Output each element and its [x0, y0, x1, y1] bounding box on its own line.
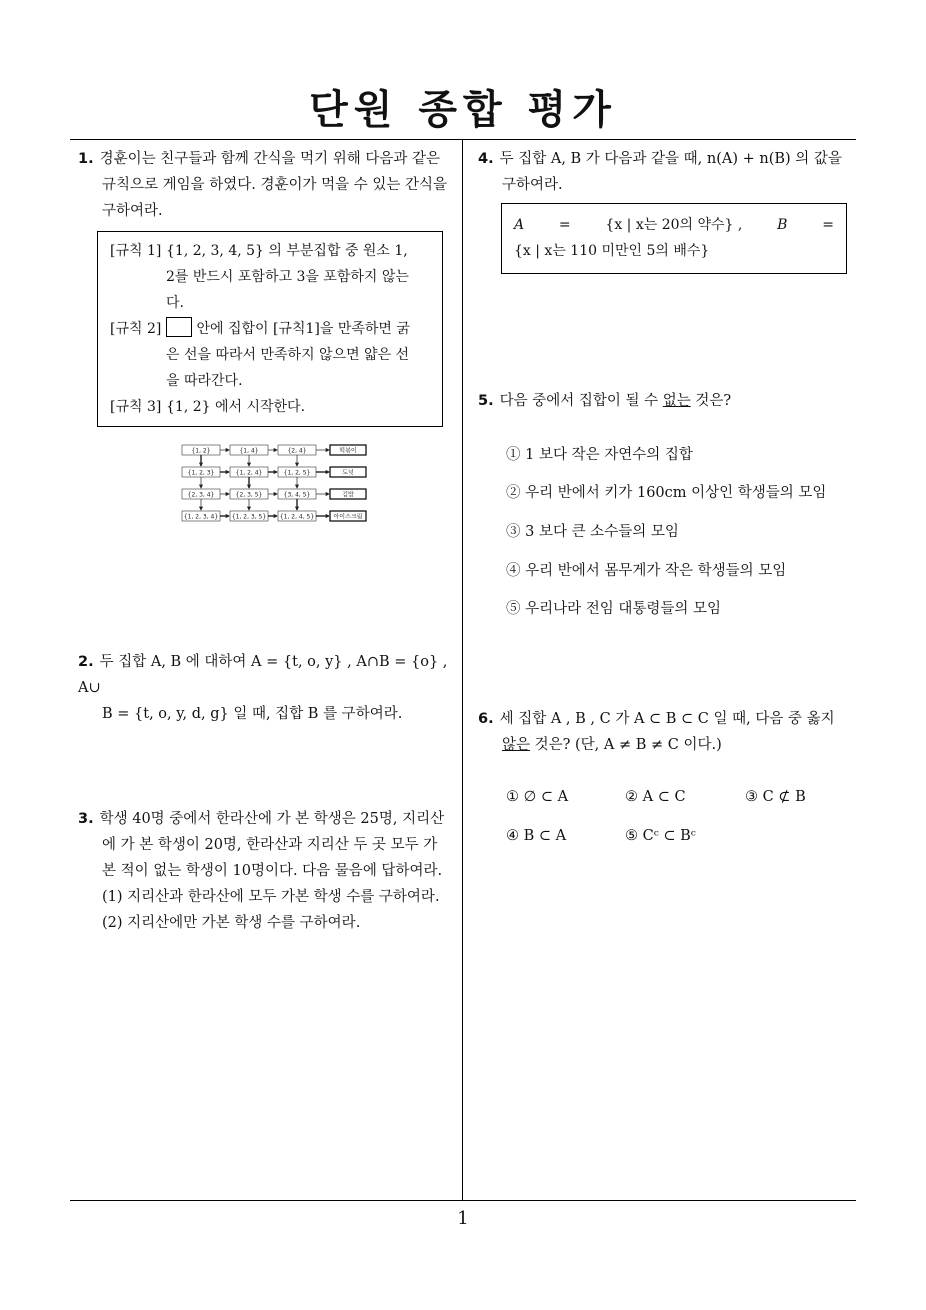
- rule-text: 은 선을 따라서 만족하지 않으면 얇은 선: [166, 347, 410, 363]
- rule-text: 2를 반드시 포함하고 3을 포함하지 않는: [166, 269, 409, 285]
- question-4: [478, 146, 858, 198]
- flow-snack: 아이스크림: [333, 513, 363, 521]
- question-number: 2.: [78, 654, 94, 670]
- rule-tag: [규칙 2]: [110, 321, 162, 337]
- set-b-label: B: [777, 217, 788, 233]
- flow-cell: {1, 2, 4}: [235, 469, 263, 477]
- flow-snack: 도넛: [342, 469, 354, 477]
- set-a-definition: {x | x는 20의 약수} ,: [605, 217, 743, 233]
- question-number: 5.: [478, 393, 494, 409]
- question-text: 두 집합 A, B 에 대하여 A = {t, o, y} , A∩B = {o} , A∪: [78, 654, 448, 696]
- question-2: [78, 649, 458, 727]
- q6-option-2[interactable]: ② A ⊂ C: [625, 789, 686, 805]
- set-definition-box: [501, 203, 847, 274]
- question-text: 규칙으로 게임을 하였다. 경훈이가 먹을 수 있는 간식을: [102, 177, 448, 193]
- q5-option-5[interactable]: ⑤ 우리나라 전임 대통령들의 모임: [506, 601, 722, 617]
- flow-cell: {2, 3, 5}: [235, 491, 263, 499]
- q5-option-2[interactable]: ② 우리 반에서 키가 160cm 이상인 학생들의 모임: [506, 485, 827, 501]
- top-rule: [70, 139, 856, 140]
- question-text: 두 집합 A, B 가 다음과 같을 때, n(A) + n(B) 의 값을: [499, 151, 842, 167]
- flow-cell: {2, 4}: [287, 447, 307, 455]
- q5-option-4[interactable]: ④ 우리 반에서 몸무게가 작은 학생들의 모임: [506, 563, 787, 579]
- page-title: 단원 종합 평가: [309, 87, 617, 133]
- q6-option-3[interactable]: ③ C ⊄ B: [745, 789, 806, 805]
- rules-box: [97, 231, 443, 427]
- question-3: [78, 806, 458, 936]
- blank-box: [166, 317, 192, 337]
- flow-cell: {1, 2, 5}: [283, 469, 311, 477]
- rule-1: [110, 238, 432, 316]
- set-b-definition: {x | x는 110 미만인 5의 배수}: [514, 243, 710, 259]
- flow-cell: {1, 2, 3, 4}: [183, 513, 219, 521]
- question-text: 에 가 본 학생이 20명, 한라산과 지리산 두 곳 모두 가: [102, 837, 438, 853]
- question-number: 4.: [478, 151, 494, 167]
- question-text: 다음 중에서 집합이 될 수: [499, 393, 663, 409]
- page-number: 1: [457, 1208, 469, 1229]
- underlined-word: 않은: [502, 737, 531, 753]
- flow-cell: {1, 4}: [239, 447, 259, 455]
- rule-3: [110, 394, 432, 420]
- question-text: 경훈이는 친구들과 함께 간식을 먹기 위해 다음과 같은: [99, 151, 441, 167]
- q6-option-1[interactable]: ① ∅ ⊂ A: [506, 789, 569, 805]
- question-text: 구하여라.: [502, 177, 563, 193]
- bottom-rule: [70, 1200, 856, 1201]
- rule-text: 을 따라간다.: [166, 373, 243, 389]
- column-divider: [462, 139, 463, 1201]
- flow-cell: {3, 4, 5}: [283, 491, 311, 499]
- set-a-label: A: [514, 217, 525, 233]
- q5-option-1[interactable]: ① 1 보다 작은 자연수의 집합: [506, 447, 693, 463]
- question-number: 6.: [478, 711, 494, 727]
- question-number: 3.: [78, 811, 94, 827]
- question-text: 구하여라.: [102, 203, 163, 219]
- q5-option-3[interactable]: ③ 3 보다 큰 소수들의 모임: [506, 524, 679, 540]
- question-1: [78, 146, 458, 224]
- rule-tag: [규칙 3]: [110, 399, 162, 415]
- rule-text: {1, 2, 3, 4, 5} 의 부분집합 중 원소 1,: [166, 243, 408, 259]
- flow-cell: {1, 2}: [191, 447, 211, 455]
- question-6: [478, 706, 863, 758]
- q6-option-5[interactable]: ⑤ Cᶜ ⊂ Bᶜ: [625, 828, 696, 844]
- rule-text: 안에 집합이 [규칙1]을 만족하면 굵: [192, 321, 410, 337]
- flow-diagram: [178, 442, 370, 526]
- question-5: [478, 388, 858, 414]
- flow-snack: 떡볶이: [339, 447, 357, 455]
- flow-cell: {1, 2, 4, 5}: [279, 513, 315, 521]
- question-text: 세 집합 A , B , C 가 A ⊂ B ⊂ C 일 때, 다음 중 옳지: [499, 711, 835, 727]
- flow-cell: {1, 2, 3}: [187, 469, 215, 477]
- rule-text: 다.: [166, 295, 184, 311]
- rule-text: {1, 2} 에서 시작한다.: [166, 399, 306, 415]
- question-subquestion: (1) 지리산과 한라산에 모두 가본 학생 수를 구하여라.: [102, 889, 440, 905]
- flow-cell: {1, 2, 3, 5}: [231, 513, 267, 521]
- equals-sign: =: [822, 217, 834, 233]
- underlined-word: 없는: [662, 393, 691, 409]
- question-subquestion: (2) 지리산에만 가본 학생 수를 구하여라.: [102, 915, 361, 931]
- question-text: 본 적이 없는 학생이 10명이다. 다음 물음에 답하여라.: [102, 863, 443, 879]
- question-text: 학생 40명 중에서 한라산에 가 본 학생은 25명, 지리산: [99, 811, 445, 827]
- rule-tag: [규칙 1]: [110, 243, 162, 259]
- question-text: 것은? (단, A ≠ B ≠ C 이다.): [530, 737, 722, 753]
- flow-cell: {2, 3, 4}: [187, 491, 215, 499]
- q6-option-4[interactable]: ④ B ⊂ A: [506, 828, 567, 844]
- flow-snack: 김밥: [342, 491, 354, 499]
- equals-sign: =: [558, 217, 571, 233]
- rule-2: [110, 316, 432, 394]
- question-text: B = {t, o, y, d, g} 일 때, 집합 B 를 구하여라.: [102, 706, 403, 722]
- question-text: 것은?: [690, 393, 732, 409]
- question-number: 1.: [78, 151, 94, 167]
